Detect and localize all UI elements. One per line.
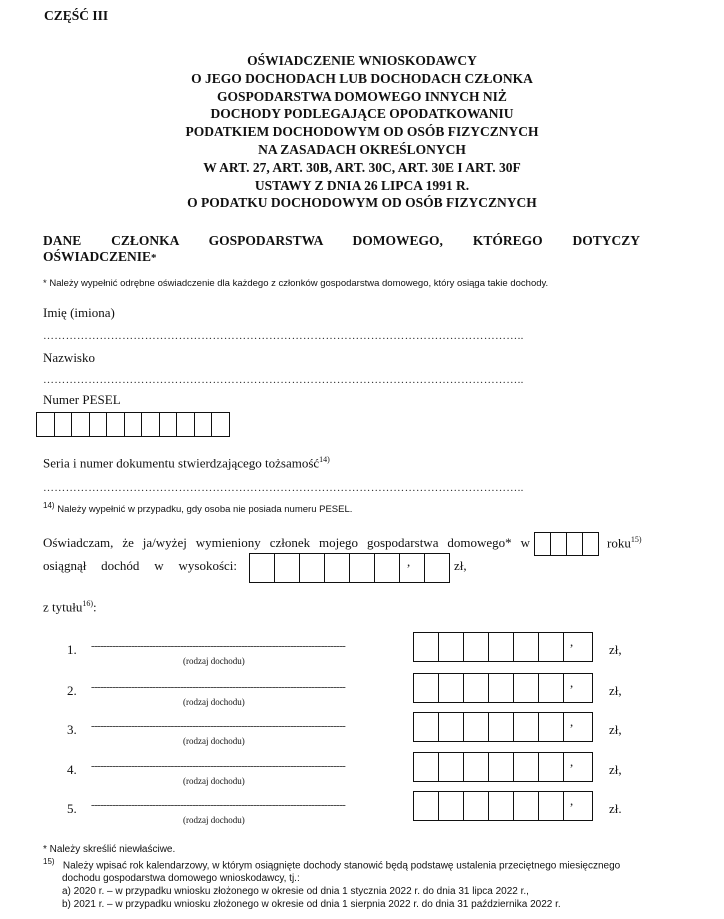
amount-digit-box[interactable] [299, 553, 325, 583]
title-line: OŚWIADCZENIE WNIOSKODAWCY [247, 53, 477, 68]
amount-digit-box[interactable] [413, 752, 439, 782]
title-line: NA ZASADACH OKREŚLONYCH [258, 141, 466, 157]
amount-digit-box[interactable] [413, 712, 439, 742]
amount-digit-box[interactable] [488, 632, 514, 662]
amount-digit-box[interactable] [274, 553, 300, 583]
income-amount-boxes[interactable] [413, 752, 592, 782]
section-heading-text: OŚWIADCZENIE [43, 249, 152, 264]
income-type-field[interactable]: ----------------------------------------------------------------------------------- [91, 799, 346, 811]
amount-digit-box[interactable] [563, 632, 593, 662]
amount-digit-box[interactable] [413, 791, 439, 821]
title-line: W ART. 27, ART. 30B, ART. 30C, ART. 30E I ART. 30F [203, 159, 521, 175]
income-amount-boxes[interactable] [413, 712, 592, 742]
income-type-field[interactable]: ----------------------------------------------------------------------------------- [91, 720, 346, 732]
amount-digit-box[interactable] [463, 752, 489, 782]
amount-digit-box[interactable] [413, 673, 439, 703]
pesel-digit-box[interactable] [141, 412, 160, 437]
income-amount-boxes[interactable] [413, 673, 592, 703]
pesel-digit-box[interactable] [89, 412, 108, 437]
first-name-label: Imię (imiona) [43, 305, 115, 320]
income-amount-boxes[interactable] [413, 632, 592, 662]
amount-digit-box[interactable] [438, 752, 464, 782]
amount-digit-box[interactable] [463, 791, 489, 821]
strike-note: * Należy skreślić niewłaściwe. [43, 844, 176, 855]
amount-digit-box[interactable] [463, 712, 489, 742]
surname-field[interactable]: ……………………………………………………………………………………………………………….. [43, 374, 524, 386]
currency-label: zł, [609, 642, 622, 657]
section-heading-2 [43, 249, 157, 265]
pesel-digit-box[interactable] [211, 412, 230, 437]
income-amount-boxes[interactable] [413, 791, 592, 821]
amount-digit-box[interactable] [438, 712, 464, 742]
amount-digit-box[interactable] [349, 553, 375, 583]
declaration-line-1: Oświadczam, że ja/wyżej wymieniony członek mojego gospodarstwa domowego* w [43, 535, 530, 550]
pesel-digit-box[interactable] [159, 412, 178, 437]
footnote-marker: 14) [43, 501, 55, 510]
amount-digit-box[interactable] [413, 632, 439, 662]
income-type-field[interactable]: ----------------------------------------------------------------------------------- [91, 640, 346, 652]
currency-label: zł, [609, 722, 622, 737]
amount-digit-box[interactable] [488, 791, 514, 821]
section-heading: DANE CZŁONKA GOSPODARSTWA DOMOWEGO, KTÓREGO DOTYCZY [43, 233, 640, 248]
year-digit-box[interactable] [534, 532, 551, 556]
amount-digit-box[interactable] [324, 553, 350, 583]
amount-digit-box[interactable] [488, 673, 514, 703]
decimal-comma: , [570, 714, 574, 729]
decimal-comma: , [570, 634, 574, 649]
year-label [607, 535, 642, 551]
title-line: O PODATKU DOCHODOWYM OD OSÓB FIZYCZNYCH [187, 195, 537, 211]
asterisk: * [151, 252, 157, 264]
pesel-digit-box[interactable] [176, 412, 195, 437]
amount-digit-box[interactable] [488, 752, 514, 782]
footnote-ref: 16) [82, 599, 94, 608]
amount-digit-box[interactable] [563, 752, 593, 782]
title-line: DOCHODY PODLEGAJĄCE OPODATKOWANIU [210, 106, 514, 122]
currency-label: zł, [609, 683, 622, 698]
decimal-comma: , [570, 675, 574, 690]
amount-digit-box[interactable] [488, 712, 514, 742]
amount-digit-box[interactable] [538, 673, 564, 703]
amount-digit-box[interactable] [538, 791, 564, 821]
footnote-15 [43, 855, 620, 911]
income-type-caption: (rodzaj dochodu) [183, 656, 245, 666]
year-label-text: roku [607, 535, 631, 551]
id-document-label-text: Seria i numer dokumentu stwierdzającego tożsamość [43, 455, 320, 471]
income-row-number: 5. [67, 801, 77, 816]
document-title [0, 52, 724, 212]
currency-label: zł, [609, 762, 622, 777]
currency-label: zł, [454, 558, 467, 573]
section-note: * Należy wypełnić odrębne oświadczenie dla każdego z członków gospodarstwa domowego, który osiąga takie dochody. [43, 278, 549, 289]
footnote-ref: 15) [630, 535, 642, 544]
amount-digit-box[interactable] [538, 712, 564, 742]
decimal-comma: , [570, 754, 574, 769]
id-document-field[interactable]: ……………………………………………………………………………………………………………….. [43, 482, 524, 494]
amount-digit-box[interactable] [513, 673, 539, 703]
amount-digit-box[interactable] [438, 632, 464, 662]
income-type-caption: (rodzaj dochodu) [183, 736, 245, 746]
pesel-digit-box[interactable] [106, 412, 125, 437]
income-row-number: 4. [67, 762, 77, 777]
footnote-text: Należy wpisać rok kalendarzowy, w którym osiągnięte dochody stanowić będą podstawę ustalenia przeciętnego miesięcznego [62, 860, 621, 872]
amount-digit-box[interactable] [424, 553, 450, 583]
year-boxes[interactable] [534, 532, 598, 556]
amount-digit-box[interactable] [399, 553, 425, 583]
income-type-caption: (rodzaj dochodu) [183, 697, 245, 707]
pesel-digit-box[interactable] [194, 412, 213, 437]
year-digit-box[interactable] [566, 532, 583, 556]
currency-label: zł. [609, 801, 622, 816]
year-digit-box[interactable] [550, 532, 567, 556]
pesel-label: Numer PESEL [43, 392, 121, 407]
amount-digit-box[interactable] [374, 553, 400, 583]
amount-digit-box[interactable] [563, 712, 593, 742]
amount-digit-box[interactable] [563, 791, 593, 821]
footnote-14 [43, 501, 352, 515]
title-line: USTAWY Z DNIA 26 LIPCA 1991 R. [254, 177, 470, 193]
footnote-item-a: a) 2020 r. – w przypadku wniosku złożonego w okresie od dnia 1 stycznia 2022 r. do dnia 31 lipca 2022 r., [62, 886, 529, 898]
income-row-number: 2. [67, 683, 77, 698]
id-document-label [43, 455, 330, 471]
amount-digit-box[interactable] [463, 673, 489, 703]
amount-digit-box[interactable] [438, 791, 464, 821]
amount-digit-box[interactable] [513, 632, 539, 662]
title-line: GOSPODARSTWA DOMOWEGO INNYCH NIŻ [217, 88, 507, 104]
pesel-digit-box[interactable] [71, 412, 90, 437]
colon: : [93, 599, 97, 615]
income-type-caption: (rodzaj dochodu) [183, 776, 245, 786]
footnote-marker: 15) [43, 857, 55, 866]
amount-digit-box[interactable] [249, 553, 275, 583]
amount-digit-box[interactable] [513, 791, 539, 821]
declaration-line-2: osiągnął dochód w wysokości: [43, 558, 237, 573]
pesel-digit-box[interactable] [54, 412, 73, 437]
amount-digit-box[interactable] [438, 673, 464, 703]
income-type-field[interactable]: ----------------------------------------------------------------------------------- [91, 681, 346, 693]
footnote-item-b: b) 2021 r. – w przypadku wniosku złożonego w okresie od dnia 1 sierpnia 2022 r. do dnia 31 października 2022 r. [62, 899, 561, 911]
decimal-comma: , [407, 554, 411, 569]
income-row-number: 3. [67, 722, 77, 737]
income-type-field[interactable]: ----------------------------------------------------------------------------------- [91, 760, 346, 772]
amount-digit-box[interactable] [463, 632, 489, 662]
amount-digit-box[interactable] [538, 752, 564, 782]
z-tytulu-label [43, 599, 97, 615]
decimal-comma: , [570, 793, 574, 808]
part-heading: CZĘŚĆ III [44, 8, 109, 23]
footnote-text: Należy wypełnić w przypadku, gdy osoba nie posiada numeru PESEL. [57, 504, 353, 516]
first-name-field[interactable]: ……………………………………………………………………………………………………………….. [43, 330, 524, 342]
amount-digit-box[interactable] [513, 712, 539, 742]
year-digit-box[interactable] [582, 532, 599, 556]
title-line: O JEGO DOCHODACH LUB DOCHODACH CZŁONKA [191, 70, 533, 86]
pesel-boxes[interactable] [36, 412, 229, 437]
z-tytulu-text: z tytułu [43, 599, 83, 615]
amount-digit-box[interactable] [563, 673, 593, 703]
footnote-ref: 14) [319, 455, 330, 464]
pesel-digit-box[interactable] [124, 412, 143, 437]
income-row-number: 1. [67, 642, 77, 657]
footnote-text-2: dochodu gospodarstwa domowego wnioskodawcy, tj.: [62, 873, 300, 885]
title-line: PODATKIEM DOCHODOWYM OD OSÓB FIZYCZNYCH [185, 124, 539, 140]
amount-digit-box[interactable] [538, 632, 564, 662]
amount-digit-box[interactable] [513, 752, 539, 782]
surname-label: Nazwisko [43, 350, 95, 365]
income-type-caption: (rodzaj dochodu) [183, 815, 245, 825]
pesel-digit-box[interactable] [36, 412, 55, 437]
income-amount-boxes[interactable] [249, 553, 449, 583]
